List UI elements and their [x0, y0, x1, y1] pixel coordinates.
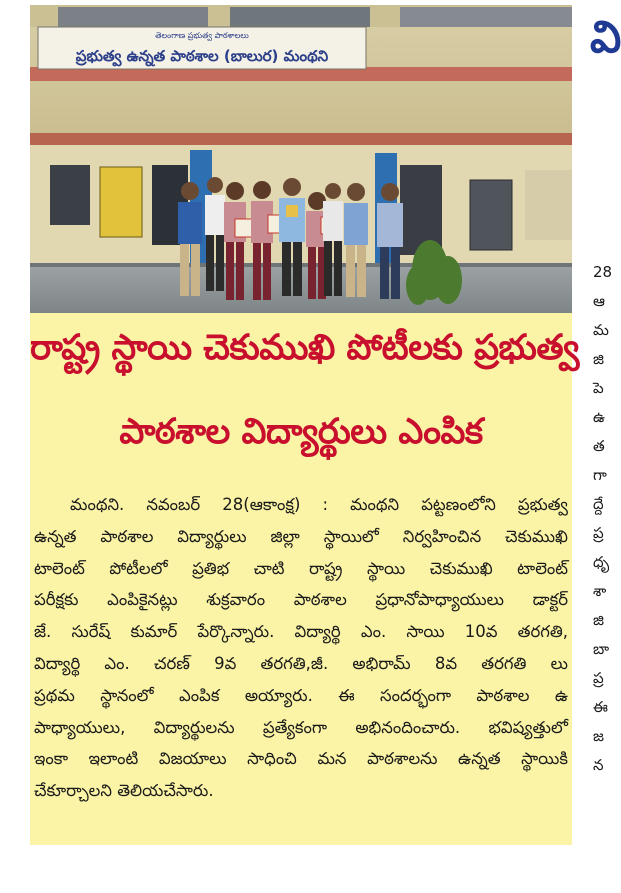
school-sign-text: ప్రభుత్వ ఉన్నత పాఠశాల (బాలుర) మంథని — [75, 47, 329, 65]
article-line: ప్రథమ స్థానంలో ఎంపిక అయ్యారు. ఈ సందర్భంగా పాఠశాల ఉ — [34, 685, 568, 705]
photo-illustration — [30, 5, 572, 313]
adjacent-line-fragment: న — [593, 756, 604, 774]
article-body — [34, 489, 568, 807]
article-line: టాలెంట్ పోటీలలో ప్రతిభ చాటి రాష్ట్ర స్థాయి చెకుముఖి టాలెంట్ — [34, 558, 568, 578]
article-line: ఇంకా ఇలాంటి విజయాలు సాధించి మన పాఠశాలను ఉన్నత స్థాయికి — [34, 749, 568, 769]
adjacent-line-fragment: జి — [593, 611, 604, 629]
headline-line-1: రాష్ట్ర స్థాయి చెకుముఖి పోటీలకు ప్రభుత్వ — [30, 328, 579, 368]
adjacent-line-fragment: ఈ — [593, 698, 608, 716]
article-line: చేకూర్చాలని తెలియచేసారు. — [34, 781, 214, 801]
headline-line-2: పాఠశాల విద్యార్థులు ఎంపిక — [119, 412, 483, 452]
news-clipping — [30, 5, 579, 845]
adjacent-line-fragment: గా — [593, 466, 607, 484]
adjacent-line-fragment: ఉ — [593, 408, 605, 426]
photo-students-with-teachers — [30, 5, 572, 313]
article-line: పరీక్షకు ఎంపికైనట్లు శుక్రవారం పాఠశాల ప్రధానోపాధ్యాయులు డాక్టర్ — [34, 590, 568, 610]
adjacent-line-fragment: మ — [593, 321, 609, 339]
adjacent-line-fragment: ధృ — [593, 553, 610, 571]
adjacent-line-fragment: ప్ర — [593, 669, 604, 687]
article-line: విద్యార్థి ఎం. చరణ్ 9వ తరగతి,జీ. అభిరామ్ 8వ తరగతి లు — [34, 653, 568, 673]
article-line: పాధ్యాయులు, విద్యార్థులను ప్రత్యేకంగా అభినందించారు. భవిష్యత్తులో — [34, 717, 568, 737]
article-line: ఉన్నత పాఠశాల విద్యార్థులు జిల్లా స్థాయిలో నిర్వహించిన చెకుముఖి — [34, 526, 568, 546]
adjacent-line-fragment: శా — [593, 582, 607, 600]
adjacent-line-fragment: 28 — [593, 263, 613, 281]
adjacent-column-fragment — [590, 0, 621, 893]
adjacent-line-fragment: పె — [593, 379, 604, 397]
article-line: మంథని. నవంబర్ 28(ఆకాంక్ష) : మంథని పట్టణంలోని ప్రభుత్వ — [70, 495, 568, 514]
adjacent-line-fragment: త — [593, 437, 605, 455]
sign-small-text: తెలంగాణ ప్రభుత్వ పాఠశాలలు — [155, 31, 249, 40]
adjacent-line-fragment: ఆ — [593, 292, 605, 310]
adjacent-line-fragment: జ — [593, 727, 604, 745]
adjacent-line-fragment: ప్ర — [593, 524, 604, 542]
article-line: జే. సురేష్ కుమార్ పేర్కొన్నారు. విద్యార్థి ఎం. సాయి 10వ తరగతి, — [34, 622, 568, 642]
adjacent-line-fragment: జి — [593, 350, 604, 368]
adjacent-line-fragment: ద్దే — [593, 495, 604, 513]
adjacent-line-fragment: బా — [593, 640, 610, 658]
adjacent-headline-fragment: వి — [590, 12, 621, 63]
